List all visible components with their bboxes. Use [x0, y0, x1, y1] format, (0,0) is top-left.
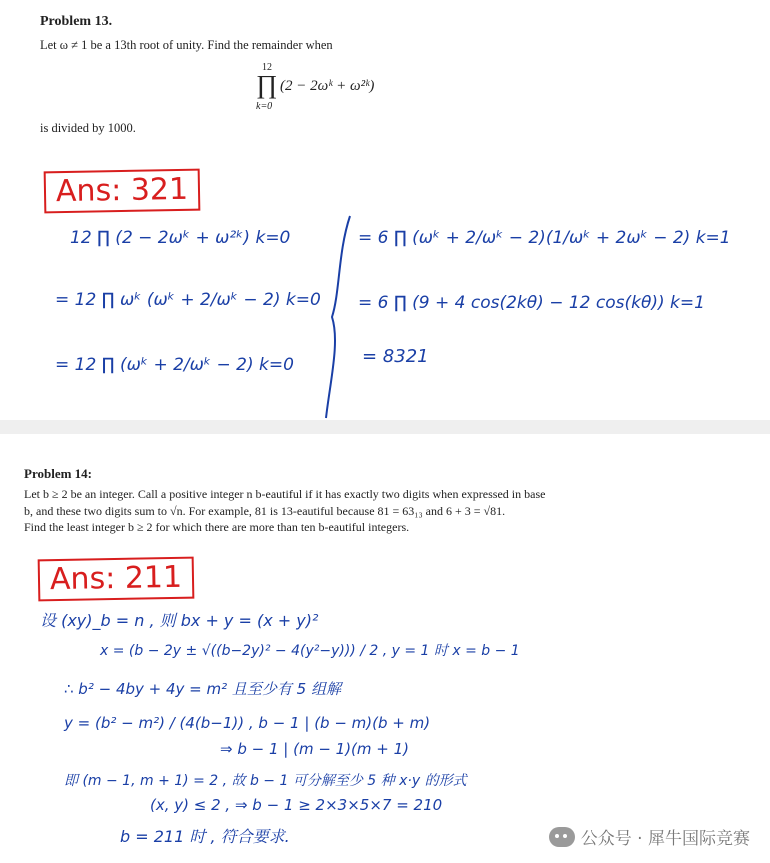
work13-left-line2: = 12 ∏ ωᵏ (ωᵏ + 2/ωᵏ − 2) k=0 — [55, 290, 321, 310]
problem-14-statement-line2: b, and these two digits sum to √n. For example, 81 is 13-eautiful because 81 = 63₁₃ and 6 + 3 = √81. — [24, 504, 506, 518]
work14-line4: y = (b² − m²) / (4(b−1)) , b − 1 | (b − m)(b + m) — [64, 714, 431, 732]
work14-line7: (x, y) ≤ 2 , ⇒ b − 1 ≥ 2×3×5×7 = 210 — [150, 796, 443, 814]
work14-line1: 设 (xy)_b = n , 则 bx + y = (x + y)² — [40, 611, 319, 630]
problem-13-panel — [0, 0, 770, 420]
work-divider-bracket — [318, 212, 358, 422]
watermark — [549, 824, 750, 849]
problem-14-statement-line3: Find the least integer b ≥ 2 for which there are more than ten b-eautiful integers. — [24, 520, 410, 534]
wechat-icon — [549, 827, 575, 847]
work13-right-line3: = 8321 — [362, 346, 429, 367]
problem-14-statement-line1: Let b ≥ 2 be an integer. Call a positive integer n b-eautiful if it has exactly two digits when expressed in base — [24, 487, 546, 501]
answer-box-13: Ans: 321 — [44, 169, 201, 214]
problem-13-title: Problem 13. — [40, 14, 113, 29]
work14-line8: b = 211 时 , 符合要求. — [120, 827, 290, 846]
product-upper-limit: 12 — [262, 62, 272, 73]
work13-left-line3: = 12 ∏ (ωᵏ + 2/ωᵏ − 2) k=0 — [55, 355, 294, 375]
problem-13-statement-line2: is divided by 1000. — [40, 121, 136, 135]
work14-line2: x = (b − 2y ± √((b−2y)² − 4(y²−y))) / 2 , y = 1 时 x = b − 1 — [100, 643, 520, 659]
product-lower-limit: k=0 — [256, 101, 273, 112]
work13-left-line1: 12 ∏ (2 − 2ωᵏ + ω²ᵏ) k=0 — [70, 228, 291, 248]
problem-13-statement-line1: Let ω ≠ 1 be a 13th root of unity. Find the remainder when — [40, 38, 333, 52]
problem-14-title: Problem 14: — [24, 466, 92, 481]
product-expression: (2 − 2ωᵏ + ω²ᵏ) — [280, 78, 375, 94]
work13-right-line2: = 6 ∏ (9 + 4 cos(2kθ) − 12 cos(kθ)) k=1 — [358, 293, 705, 313]
watermark-text: 公众号 · 犀牛国际竞赛 — [580, 829, 750, 849]
work14-line5: ⇒ b − 1 | (m − 1)(m + 1) — [220, 740, 410, 758]
work13-right-line1: = 6 ∏ (ωᵏ + 2/ωᵏ − 2)(1/ωᵏ + 2ωᵏ − 2) k=1 — [358, 228, 731, 248]
product-symbol: ∏ — [256, 70, 278, 99]
problem-14-panel — [0, 434, 770, 863]
work14-line6: 即 (m − 1, m + 1) = 2 , 故 b − 1 可分解至少 5 种 x·y 的形式 — [64, 773, 467, 789]
answer-box-14: Ans: 211 — [38, 557, 195, 602]
work14-line3: ∴ b² − 4by + 4y = m² 且至少有 5 组解 — [64, 680, 341, 698]
